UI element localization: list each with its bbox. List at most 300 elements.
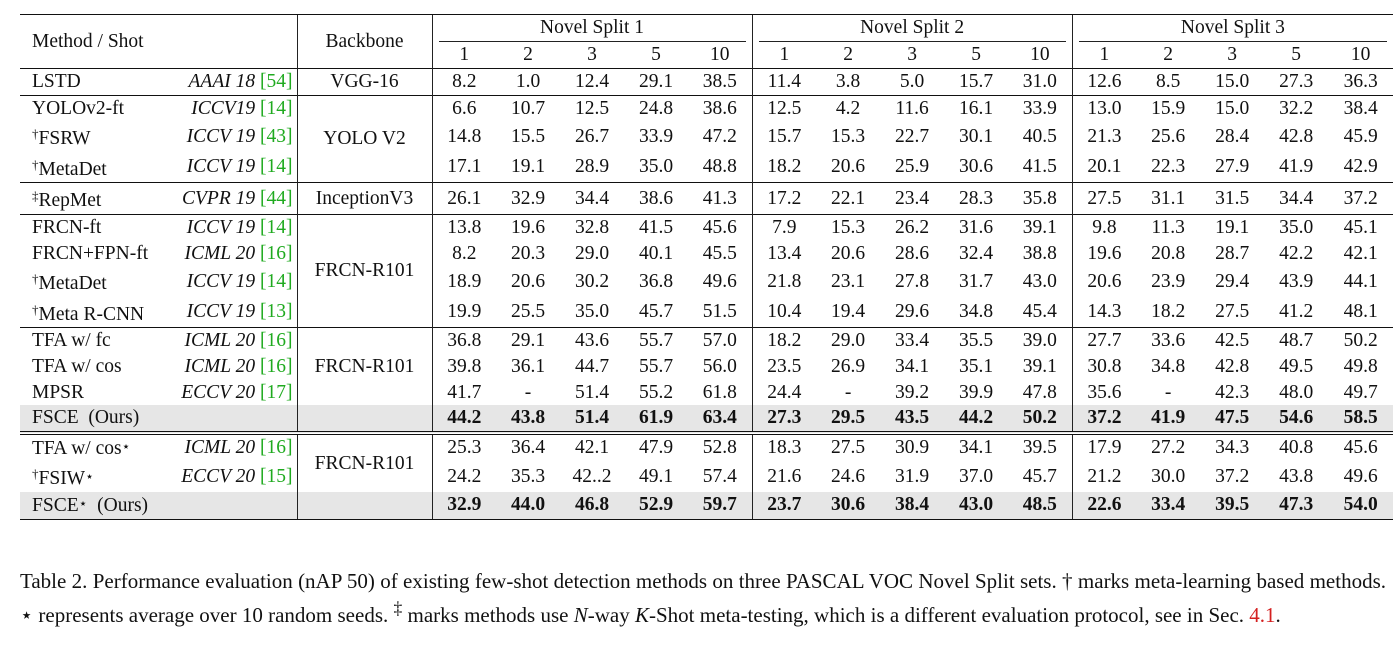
citation-link[interactable]: [14] [260,270,293,292]
value-cell: 33.9 [1008,95,1072,121]
value-cell: 35.8 [1008,183,1072,215]
value-cell: 23.5 [752,354,816,380]
value-cell: 27.3 [752,405,816,433]
value-cell: 20.8 [1151,242,1186,264]
value-cell: 11.6 [880,95,944,121]
value-cell: 20.6 [831,156,866,178]
value-cell: 31.0 [1008,69,1072,96]
method-name: RepMet [38,190,102,212]
value-cell: 42.3 [1215,381,1250,403]
backbone-cell: InceptionV3 [297,183,432,215]
value-cell: 11.4 [752,69,816,96]
value-cell: 48.1 [1343,301,1378,323]
value-cell: 47.9 [624,433,688,462]
venue-cell [175,266,297,297]
value-cell: 36.8 [432,328,496,354]
table-row [20,354,1393,380]
value-cell: 30.9 [880,433,944,462]
venue-name: CVPR 19 [182,187,256,209]
method-name: FSCE [32,494,79,516]
highlight-row [20,405,1393,433]
value-cell: 24.8 [624,95,688,121]
method-name: FSIW [38,468,86,490]
value-cell: 21.8 [752,266,816,297]
value-cell: 36.8 [638,270,674,292]
value-cell: 34.4 [560,183,624,215]
method-name: YOLOv2-ft [32,97,125,119]
value-cell: 50.2 [1008,405,1072,433]
value-cell: 35.1 [959,355,994,377]
venue-name: ECCV 20 [181,381,256,403]
citation-link[interactable]: [44] [260,187,293,209]
value-cell: 38.6 [624,183,688,215]
value-cell: 29.6 [895,301,930,323]
value-cell: 27.8 [895,270,930,292]
value-cell: 21.3 [1072,121,1136,152]
value-cell: 59.7 [688,492,752,519]
value-cell: 13.4 [752,241,816,267]
value-cell: 27.9 [1215,156,1250,178]
value-cell: 19.4 [831,301,866,323]
value-cell: 34.8 [959,301,994,323]
value-cell: 29.0 [574,242,610,264]
value-cell: 18.2 [752,152,816,183]
method-shot-header: Method / Shot [20,15,297,69]
value-cell: 51.4 [574,381,610,403]
method-cell [20,328,175,354]
split-2-header [752,15,1072,43]
value-cell: 17.1 [432,152,496,183]
venue-cell [175,354,297,380]
value-cell: 30.6 [816,492,880,519]
value-cell: 27.5 [816,433,880,462]
value-cell: 25.3 [432,433,496,462]
value-cell: 22.3 [1151,156,1186,178]
venue-name: ICML 20 [184,242,256,264]
value-cell: 19.1 [510,156,546,178]
value-cell: 61.8 [702,381,737,403]
value-cell: 35.5 [944,328,1008,354]
value-cell: 48.7 [1264,328,1328,354]
split-1-label: Novel Split 1 [439,15,746,42]
value-cell: 23.4 [880,183,944,215]
citation-link[interactable]: [16] [260,355,293,377]
value-cell: 15.7 [752,121,816,152]
value-cell: 15.0 [1200,69,1264,96]
backbone-cell: FRCN-R101 [297,214,432,327]
value-cell: 27.7 [1072,328,1136,354]
value-cell: 15.9 [1136,95,1200,121]
method-name: TFA w/ cos [32,437,122,459]
venue-cell [175,95,297,121]
method-name: FSCE [32,407,79,429]
value-cell: 9.8 [1072,214,1136,240]
split-3-label: Novel Split 3 [1079,15,1388,42]
method-name: TFA w/ fc [32,330,111,352]
method-cell [20,405,297,433]
value-cell: 38.4 [880,492,944,519]
value-cell: 31.1 [1136,183,1200,215]
value-cell: 44.2 [944,405,1008,433]
value-cell: 45.1 [1328,214,1393,240]
value-cell: 43.9 [1279,270,1314,292]
value-cell: 25.6 [1151,125,1186,147]
value-cell: 52.9 [624,492,688,519]
value-cell: 41.7 [432,380,496,406]
value-cell: 17.9 [1072,433,1136,462]
venue-cell [175,328,297,354]
venue-cell [175,183,297,215]
value-cell: 49.6 [1343,465,1378,487]
value-cell: 18.2 [1151,301,1186,323]
value-cell: 36.1 [510,355,546,377]
value-cell: 19.1 [1200,214,1264,240]
value-cell: 24.4 [752,380,816,406]
table-row [20,183,1393,215]
meta-dagger-marker: † [32,271,39,287]
value-cell: 10.7 [496,95,560,121]
value-cell: 20.1 [1072,152,1136,183]
value-cell: 38.5 [688,69,752,96]
meta-dagger-marker: ‡ [32,188,39,204]
value-cell: 31.5 [1200,183,1264,215]
value-cell: 15.3 [816,214,880,240]
ours-label: (Ours) [88,407,140,429]
caption-text-2: marks methods use [402,603,574,627]
shot-header-5: 5 [1291,44,1301,65]
citation-link[interactable]: [15] [260,465,293,487]
method-name: FRCN-ft [32,216,102,238]
value-cell: 34.1 [944,433,1008,462]
table-row [20,95,1393,121]
meta-dagger-marker: † [32,301,39,317]
method-cell [20,69,175,96]
shot-header-5: 5 [971,44,981,65]
value-cell: 15.3 [831,125,866,147]
value-cell: 34.3 [1200,433,1264,462]
value-cell: 48.5 [1008,492,1072,519]
value-cell: 41.5 [624,214,688,240]
venue-name: ICCV19 [191,97,256,119]
value-cell: 32.8 [560,214,624,240]
value-cell: 8.2 [432,241,496,267]
value-cell: 31.6 [944,214,1008,240]
value-cell: 12.6 [1072,69,1136,96]
value-cell: 20.3 [510,242,546,264]
seed-star-marker: ⋆ [85,470,94,486]
method-name: MetaDet [38,158,107,180]
method-cell [20,95,175,121]
value-cell: 11.3 [1136,214,1200,240]
method-cell [20,492,297,519]
shot-header-2: 2 [523,44,533,65]
value-cell: 49.5 [1279,355,1314,377]
citation-link[interactable]: [16] [260,242,293,264]
method-cell [20,241,175,267]
value-cell: 26.2 [880,214,944,240]
value-cell: 20.6 [831,242,866,264]
value-cell: 35.0 [638,156,674,178]
value-cell: 30.0 [1151,465,1186,487]
shot-header-1: 1 [1072,42,1136,69]
value-cell: 20.6 [510,270,546,292]
venue-cell [175,69,297,96]
value-cell: 32.4 [959,242,994,264]
value-cell: 10.4 [752,297,816,328]
table-row [20,152,1393,183]
venue-name: AAAI 18 [188,71,256,92]
value-cell: 21.6 [752,461,816,492]
method-name: FRCN+FPN-ft [32,242,149,264]
value-cell: 25.9 [895,156,930,178]
seed-star-marker: ⋆ [78,496,88,512]
method-name: Meta R-CNN [38,303,145,325]
value-cell: 13.8 [432,214,496,240]
value-cell: 42.9 [1343,156,1378,178]
section-link[interactable]: 4.1 [1249,603,1276,627]
value-cell: 39.5 [1008,433,1072,462]
value-cell: 27.5 [1072,183,1136,215]
method-cell [20,183,175,215]
value-cell: 40.1 [638,242,674,264]
value-cell: 47.3 [1264,492,1328,519]
table-row [20,433,1393,462]
method-cell [20,121,175,152]
meta-dagger-marker: † [32,126,39,142]
value-cell: 25.5 [510,301,546,323]
value-cell: 42.8 [1279,125,1314,147]
value-cell: 14.3 [1072,297,1136,328]
value-cell: 33.4 [1136,492,1200,519]
value-cell: 39.0 [1008,328,1072,354]
value-cell: 61.9 [624,405,688,433]
value-cell: 16.1 [944,95,1008,121]
caption-text-4: -Shot meta-testing, which is a different evaluation protocol, see in Sec. [649,603,1250,627]
highlight-row [20,492,1393,519]
venue-cell [175,297,297,328]
table-row [20,69,1393,96]
value-cell: 43.6 [560,328,624,354]
value-cell: 49.1 [638,465,674,487]
value-cell: 43.0 [1022,270,1057,292]
backbone-cell: FRCN-R101 [297,433,432,492]
value-cell: 42.8 [1215,355,1250,377]
value-cell: 41.9 [1136,405,1200,433]
value-cell: - [524,381,532,403]
table-row [20,380,1393,406]
table-row [20,328,1393,354]
value-cell: 51.4 [560,405,624,433]
method-cell [20,152,175,183]
value-cell: 42.1 [560,433,624,462]
value-cell: 31.9 [895,465,930,487]
citation-link[interactable]: [14] [260,97,293,119]
shot-header-2: 2 [843,44,853,65]
value-cell: 30.1 [959,125,994,147]
value-cell: 48.8 [702,156,737,178]
shot-header-3: 3 [907,44,917,65]
caption-text-1: Table 2. Performance evaluation (nAP 50) of existing few-shot detection methods on three PASCAL VOC Novel Split sets. † marks meta-learning based methods. ⋆ represents average over 10 random seeds. [20,569,1386,627]
value-cell: 36.3 [1328,69,1393,96]
venue-name: ICCV 19 [186,156,256,178]
value-cell: 45.9 [1343,125,1378,147]
value-cell: - [844,381,852,403]
value-cell: 46.8 [560,492,624,519]
venue-name: ICCV 19 [186,270,256,292]
citation-link[interactable]: [43] [260,125,293,147]
value-cell: 29.0 [816,328,880,354]
value-cell: 41.9 [1279,156,1314,178]
value-cell: 55.7 [624,328,688,354]
backbone-cell: YOLO V2 [297,95,432,183]
value-cell: 45.7 [638,301,674,323]
value-cell: 42.1 [1343,242,1378,264]
value-cell: 39.2 [895,381,930,403]
method-name: FSRW [38,128,91,150]
value-cell: 33.9 [638,125,674,147]
value-cell: 27.2 [1136,433,1200,462]
citation-link[interactable]: [14] [260,216,293,238]
venue-name: ICML 20 [184,330,256,352]
value-cell: 39.1 [1022,355,1057,377]
value-cell: 37.2 [1328,183,1393,215]
value-cell: 28.6 [895,242,930,264]
value-cell: 32.9 [496,183,560,215]
caption-double-dagger: ‡ [393,598,403,618]
table-row [20,121,1393,152]
value-cell: 12.5 [560,95,624,121]
value-cell: 34.8 [1151,355,1186,377]
value-cell: 49.7 [1343,381,1378,403]
meta-dagger-marker: † [32,466,39,482]
shot-header-10: 10 [1030,44,1050,65]
value-cell: 38.6 [688,95,752,121]
value-cell: 35.6 [1072,380,1136,406]
value-cell: 19.6 [496,214,560,240]
value-cell: 47.2 [702,125,737,147]
value-cell: 49.8 [1343,355,1378,377]
value-cell: 56.0 [702,355,737,377]
citation-link[interactable]: [16] [260,437,293,459]
value-cell: 28.3 [944,183,1008,215]
value-cell: 37.0 [959,465,994,487]
value-cell: - [1164,381,1172,403]
caption-text-3: -way [587,603,635,627]
value-cell: 39.1 [1008,214,1072,240]
value-cell: 19.6 [1072,241,1136,267]
value-cell: 39.9 [959,381,994,403]
venue-name: ECCV 20 [181,465,256,487]
value-cell: 45.6 [1328,433,1393,462]
value-cell: 32.2 [1264,95,1328,121]
value-cell: 35.0 [574,301,610,323]
value-cell: 43.8 [496,405,560,433]
value-cell: 26.9 [831,355,866,377]
caption-k: K [634,603,649,627]
backbone-cell: VGG-16 [297,69,432,96]
table-row [20,297,1393,328]
value-cell: 49.6 [702,270,737,292]
venue-cell [175,214,297,240]
method-cell [20,297,175,328]
shot-header-1: 1 [752,42,816,69]
citation-link[interactable]: [14] [260,156,293,178]
method-name: TFA w/ cos [32,355,122,377]
value-cell: 22.7 [895,125,930,147]
value-cell: 42..2 [572,465,612,487]
value-cell: 54.0 [1328,492,1393,519]
value-cell: 34.4 [1264,183,1328,215]
value-cell: 57.4 [702,465,737,487]
value-cell: 23.9 [1151,270,1186,292]
value-cell: 54.6 [1264,405,1328,433]
value-cell: 40.8 [1264,433,1328,462]
value-cell: 34.1 [895,355,930,377]
citation-link[interactable]: [17] [260,381,293,403]
value-cell: 57.0 [688,328,752,354]
citation-link[interactable]: [54] [260,71,293,92]
venue-cell [175,152,297,183]
value-cell: 28.4 [1215,125,1250,147]
value-cell: 31.7 [959,270,994,292]
citation-link[interactable]: [13] [260,301,293,323]
venue-cell [175,461,297,492]
value-cell: 1.0 [496,69,560,96]
value-cell: 41.5 [1022,156,1057,178]
venue-name: ICML 20 [184,437,256,459]
value-cell: 18.2 [752,328,816,354]
value-cell: 35.0 [1264,214,1328,240]
value-cell: 17.2 [752,183,816,215]
value-cell: 29.1 [496,328,560,354]
venue-cell [175,433,297,462]
value-cell: 35.3 [510,465,546,487]
shot-header-10: 10 [1350,44,1371,65]
value-cell: 28.9 [574,156,610,178]
value-cell: 32.9 [432,492,496,519]
value-cell: 45.4 [1022,301,1057,323]
value-cell: 19.9 [432,297,496,328]
value-cell: 47.8 [1022,381,1057,403]
citation-link[interactable]: [16] [260,330,293,352]
value-cell: 37.2 [1072,405,1136,433]
value-cell: 24.2 [432,461,496,492]
value-cell: 47.5 [1200,405,1264,433]
venue-cell [175,241,297,267]
value-cell: 44.0 [496,492,560,519]
venue-name: ICML 20 [184,355,256,377]
venue-name: ICCV 19 [186,125,256,147]
header-row-splits [20,15,1393,43]
value-cell: 51.5 [702,301,737,323]
method-name: MPSR [32,381,85,403]
value-cell: 55.7 [638,355,674,377]
shot-header-3: 3 [587,44,597,65]
value-cell: 58.5 [1328,405,1393,433]
method-cell [20,433,175,462]
value-cell: 12.4 [560,69,624,96]
method-name: LSTD [32,71,81,92]
method-cell [20,461,175,492]
value-cell: 13.0 [1072,95,1136,121]
backbone-cell-empty [297,405,432,433]
value-cell: 20.6 [1072,266,1136,297]
value-cell: 23.1 [831,270,866,292]
value-cell: 4.2 [816,95,880,121]
value-cell: 41.2 [1279,301,1314,323]
value-cell: 30.6 [959,156,994,178]
value-cell: 26.1 [432,183,496,215]
